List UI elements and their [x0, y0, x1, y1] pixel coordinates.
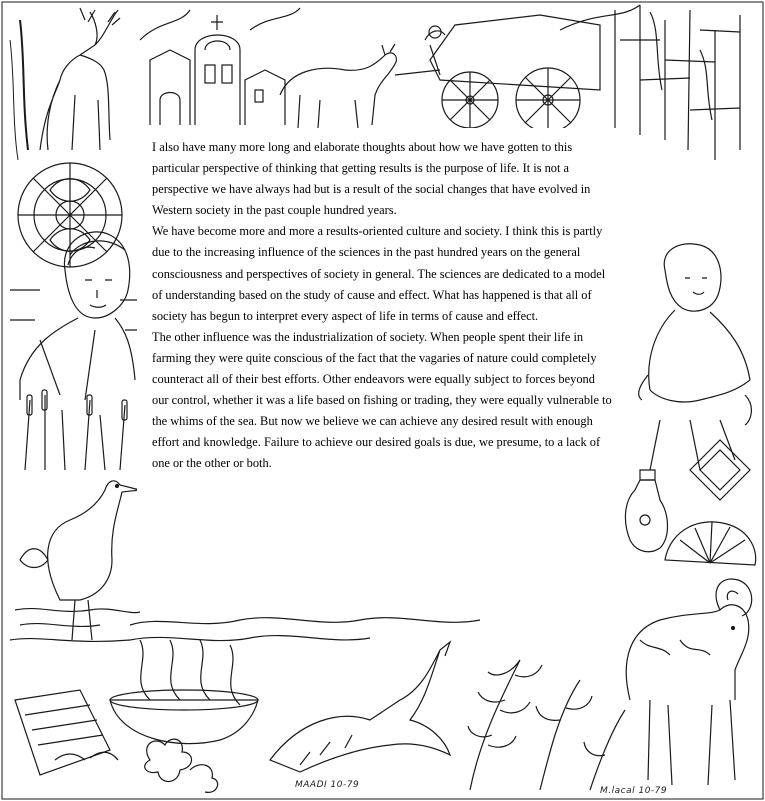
lily-illustration — [145, 739, 218, 792]
deer-illustration — [10, 8, 120, 160]
paragraph: The other influence was the industrialization of society. When people spent their life in farming they were quite conscious of the fact that the vagaries of nature could completely counteract all of their best efforts. Other endeavors were equally subject to forces beyond our control, whether it was a life based on fishing or trading, they were equally vulnerable to the whims of the sea. But now we believe we can achieve any desired result with enough effort and knowledge. Failure to achieve our desired goals is due, we presume, to a lack of one or the other or both. — [152, 329, 612, 471]
cattails-illustration — [25, 390, 127, 470]
child-portrait-illustration — [10, 232, 140, 400]
waves-illustration — [130, 618, 480, 705]
vase-illustration — [625, 470, 667, 552]
church-illustration — [140, 8, 300, 125]
rock-cliff-illustration — [615, 5, 740, 160]
bowl-illustration — [110, 690, 258, 744]
toddler-illustration — [639, 244, 752, 470]
egret-illustration — [10, 481, 140, 642]
fern-illustration — [468, 660, 625, 790]
ram-illustration — [626, 579, 751, 785]
cloth-illustration — [15, 690, 118, 775]
paragraph: We have become more and more a results-oriented culture and society. I think this is partly due to the increasing influence of the sciences in the past hundred years on the general consciousness and perspectives of society in general. The sciences are dedicated to a model of understanding based on the study of cause and effect. What has happened is that all of society has begun to interpret every aspect of life in terms of cause and effect. — [152, 224, 606, 323]
fan-shell-illustration — [665, 440, 756, 565]
body-text — [152, 137, 612, 475]
horse-carriage-illustration — [280, 5, 640, 132]
stained-glass-illustration — [18, 163, 122, 267]
signature-right: M.lacal 10-79 — [600, 786, 668, 796]
paragraph: I also have many more long and elaborate thoughts about how we have gotten to this particular perspective of thinking that getting results is the purpose of life. It is not a perspective we have always had but is a result of the social changes that have evolved in Western society in the past couple hundred years. — [152, 140, 591, 218]
bird-illustration — [270, 642, 450, 772]
signature-left: MAADI 10-79 — [295, 780, 360, 790]
